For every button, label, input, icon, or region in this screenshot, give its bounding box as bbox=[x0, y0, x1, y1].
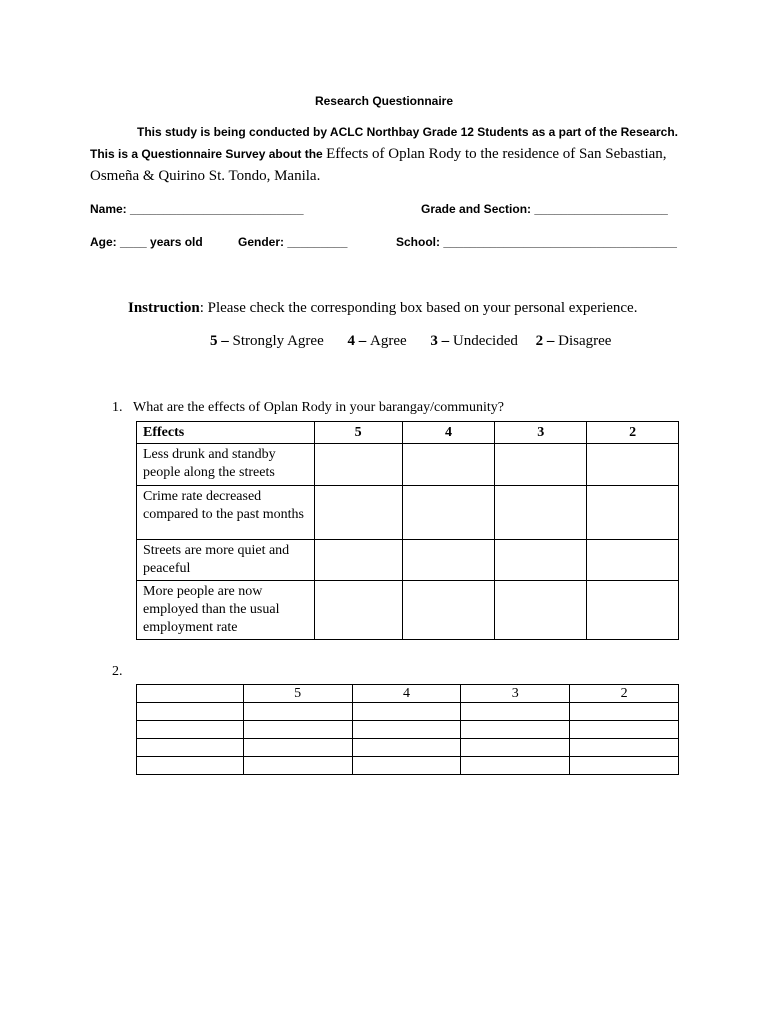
gender-field[interactable]: Gender: _________ bbox=[238, 235, 348, 249]
table-header-row bbox=[137, 685, 679, 703]
scale-dash: – bbox=[543, 333, 559, 349]
rating-cell[interactable] bbox=[243, 721, 352, 739]
scale-text: Disagree bbox=[558, 333, 612, 349]
scale-item bbox=[348, 333, 407, 349]
scale-text: Undecided bbox=[452, 333, 518, 349]
header-2: 2 bbox=[570, 685, 679, 703]
rating-cell[interactable] bbox=[352, 757, 461, 775]
table-row bbox=[137, 703, 679, 721]
effect-label: More people are now employed than the usual employment rate bbox=[137, 581, 315, 640]
row-label-cell[interactable] bbox=[137, 703, 244, 721]
scale-num: 4 bbox=[347, 333, 355, 349]
header-5: 5 bbox=[243, 685, 352, 703]
scale-text: Agree bbox=[370, 333, 407, 349]
instruction bbox=[128, 300, 637, 317]
scale-num: 3 bbox=[430, 333, 438, 349]
rating-cell[interactable] bbox=[314, 486, 402, 540]
intro-line-2-serif: Effects of Oplan Rody to the residence of San Sebastian, bbox=[326, 146, 667, 162]
grade-section-field[interactable]: Grade and Section: ____________________ bbox=[421, 202, 668, 216]
rating-cell[interactable] bbox=[402, 540, 495, 581]
scale-dash: – bbox=[217, 333, 233, 349]
table-row bbox=[137, 739, 679, 757]
scale-item bbox=[210, 333, 324, 349]
header-4: 4 bbox=[402, 422, 495, 444]
rating-cell[interactable] bbox=[587, 581, 679, 640]
header-2: 2 bbox=[587, 422, 679, 444]
rating-cell[interactable] bbox=[243, 739, 352, 757]
scale-text: Strongly Agree bbox=[232, 333, 324, 349]
rating-cell[interactable] bbox=[243, 757, 352, 775]
row-label-cell[interactable] bbox=[137, 757, 244, 775]
table-row bbox=[137, 444, 679, 486]
row-label-cell[interactable] bbox=[137, 739, 244, 757]
rating-cell[interactable] bbox=[461, 757, 570, 775]
scale-dash: – bbox=[355, 333, 370, 349]
table-header-row bbox=[137, 422, 679, 444]
instruction-text: : Please check the corresponding box based on your personal experience. bbox=[199, 300, 638, 316]
intro-line-1: This study is being conducted by ACLC Northbay Grade 12 Students as a part of the Research. bbox=[137, 125, 678, 139]
scale-item bbox=[430, 333, 517, 349]
rating-scale bbox=[210, 333, 611, 350]
intro-line-2 bbox=[90, 146, 667, 163]
rating-cell[interactable] bbox=[570, 721, 679, 739]
rating-cell[interactable] bbox=[495, 486, 587, 540]
rating-cell[interactable] bbox=[461, 703, 570, 721]
rating-cell[interactable] bbox=[587, 486, 679, 540]
header-5: 5 bbox=[314, 422, 402, 444]
rating-cell[interactable] bbox=[243, 703, 352, 721]
header-3: 3 bbox=[495, 422, 587, 444]
rating-cell[interactable] bbox=[570, 703, 679, 721]
question-2-number: 2. bbox=[112, 664, 123, 679]
age-field[interactable]: Age: ____ years old bbox=[90, 235, 203, 249]
row-label-cell[interactable] bbox=[137, 721, 244, 739]
header-3: 3 bbox=[461, 685, 570, 703]
scale-num: 5 bbox=[210, 333, 218, 349]
rating-cell[interactable] bbox=[352, 739, 461, 757]
rating-cell[interactable] bbox=[587, 540, 679, 581]
question-1 bbox=[112, 400, 504, 416]
rating-cell[interactable] bbox=[495, 444, 587, 486]
intro-line-3: Osmeña & Quirino St. Tondo, Manila. bbox=[90, 168, 321, 184]
question-2-table bbox=[136, 684, 679, 775]
rating-cell[interactable] bbox=[402, 581, 495, 640]
rating-cell[interactable] bbox=[461, 739, 570, 757]
rating-cell[interactable] bbox=[495, 540, 587, 581]
header-4: 4 bbox=[352, 685, 461, 703]
rating-cell[interactable] bbox=[352, 721, 461, 739]
rating-cell[interactable] bbox=[402, 486, 495, 540]
effect-label: Streets are more quiet and peaceful bbox=[137, 540, 315, 581]
scale-item bbox=[536, 333, 612, 349]
table-row bbox=[137, 721, 679, 739]
rating-cell[interactable] bbox=[352, 703, 461, 721]
table-row bbox=[137, 581, 679, 640]
rating-cell[interactable] bbox=[402, 444, 495, 486]
question-1-number: 1. bbox=[112, 400, 123, 415]
table-row bbox=[137, 486, 679, 540]
intro-line-2-sans: This is a Questionnaire Survey about the bbox=[90, 147, 323, 161]
question-1-table bbox=[136, 421, 679, 640]
scale-num: 2 bbox=[535, 333, 544, 349]
scale-dash: – bbox=[437, 333, 453, 349]
effect-label: Crime rate decreased compared to the past months bbox=[137, 486, 315, 540]
name-field[interactable]: Name: __________________________ bbox=[90, 202, 304, 216]
question-1-text: What are the effects of Oplan Rody in your barangay/community? bbox=[133, 400, 505, 415]
rating-cell[interactable] bbox=[570, 757, 679, 775]
effect-label: Less drunk and standby people along the streets bbox=[137, 444, 315, 486]
instruction-label: Instruction bbox=[128, 300, 200, 316]
rating-cell[interactable] bbox=[314, 444, 402, 486]
header-blank bbox=[137, 685, 244, 703]
school-field[interactable]: School: ___________________________________ bbox=[396, 235, 677, 249]
header-effects: Effects bbox=[137, 422, 315, 444]
rating-cell[interactable] bbox=[587, 444, 679, 486]
rating-cell[interactable] bbox=[314, 581, 402, 640]
table-row bbox=[137, 540, 679, 581]
rating-cell[interactable] bbox=[461, 721, 570, 739]
rating-cell[interactable] bbox=[570, 739, 679, 757]
document-title: Research Questionnaire bbox=[314, 94, 454, 108]
table-row bbox=[137, 757, 679, 775]
rating-cell[interactable] bbox=[495, 581, 587, 640]
rating-cell[interactable] bbox=[314, 540, 402, 581]
